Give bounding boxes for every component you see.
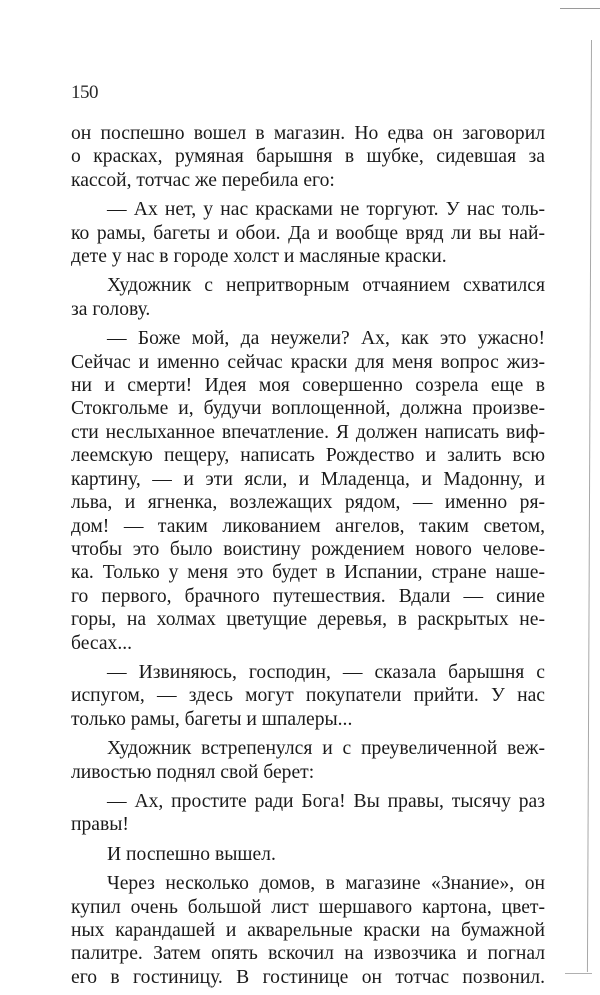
text-line: ливостью поднял свой берет: <box>71 761 315 783</box>
paragraph <box>71 661 545 731</box>
text-line: сти неслыханное впечатление. Я должен написать виф- <box>71 421 545 443</box>
text-line: за голову. <box>71 298 151 320</box>
text-line: — Ах, простите ради Бога! Вы правы, тысячу раз <box>107 790 545 812</box>
text-line: его в гостиницу. В гостинице он тотчас позвонил. <box>71 966 545 988</box>
text-line: Через несколько домов, в магазине «Знание», он <box>107 873 545 895</box>
page-edge-top-line <box>560 8 600 9</box>
text-line: го первого, брачного путешествия. Вдали — синие <box>71 585 545 607</box>
body-text <box>71 122 545 995</box>
paragraph <box>71 198 545 268</box>
text-line: — Ах нет, у нас красками не торгуют. У нас толь- <box>107 199 545 221</box>
paragraph <box>71 327 545 655</box>
text-line: ных карандашей и акварельные краски на бумажной <box>71 920 545 941</box>
text-line: ка. Только у меня это будет в Испании, стране наше- <box>71 562 545 584</box>
page-edge-right-line <box>587 40 592 972</box>
paragraph <box>71 872 545 989</box>
text-line: льва, и ягненка, возлежащих рядом, — именно ря- <box>71 492 545 514</box>
text-line: — Боже мой, да неужели? Ах, как это ужасно! <box>107 328 545 350</box>
text-line: — Извиняюсь, господин, — сказала барышня с <box>107 661 545 683</box>
paragraph <box>71 122 545 192</box>
text-line: картину, — и эти ясли, и Младенца, и Мадонну, и <box>71 468 545 490</box>
paragraph <box>71 737 545 784</box>
text-line: И поспешно вышел. <box>107 843 276 865</box>
paragraph <box>71 274 545 321</box>
text-line: купил очень большой лист шершавого картона, цвет- <box>71 896 545 918</box>
paragraph <box>71 843 545 866</box>
text-line: леемскую пещеру, написать Рождество и залить всю <box>71 445 545 467</box>
text-line: Художник с непритворным отчаянием схватился <box>107 275 545 297</box>
text-line: кассой, тотчас же перебила его: <box>71 169 335 191</box>
text-line: ко рамы, багеты и обои. Да и вообще вряд ли вы най- <box>71 222 545 244</box>
text-line: дом! — таким ликованием ангелов, таким светом, <box>71 515 545 537</box>
text-line: он поспешно вошел в магазин. Но едва он заговорил <box>71 123 545 144</box>
text-line: чтобы это было воистину рождением нового челове- <box>71 538 545 560</box>
text-line: горы, на холмах цветущие деревья, в раскрытых не- <box>71 609 545 631</box>
text-line: Художник встрепенулся и с преувеличенной веж- <box>107 738 545 760</box>
text-line: дете у нас в городе холст и масляные краски. <box>71 246 447 268</box>
text-line: испугом, — здесь могут покупатели прийти. У нас <box>71 685 545 707</box>
text-line: бесах... <box>71 632 133 654</box>
text-line: Сейчас и именно сейчас краски для меня вопрос жиз- <box>71 351 545 373</box>
text-line: о красках, румяная барышня в шубке, сидевшая за <box>71 146 545 168</box>
page-edge-bottom-line <box>565 973 592 974</box>
text-line: только рамы, багеты и шпалеры... <box>71 708 353 730</box>
page-number: 150 <box>71 82 98 103</box>
text-line: Стокгольме и, будучи воплощенной, должна произве- <box>71 398 545 420</box>
text-line: правы! <box>71 814 129 836</box>
text-line: палитре. Затем опять вскочил на извозчика и погнал <box>71 943 545 965</box>
text-line: ни и смерти! Идея моя совершенно созрела еще в <box>71 375 545 397</box>
paragraph <box>71 790 545 837</box>
